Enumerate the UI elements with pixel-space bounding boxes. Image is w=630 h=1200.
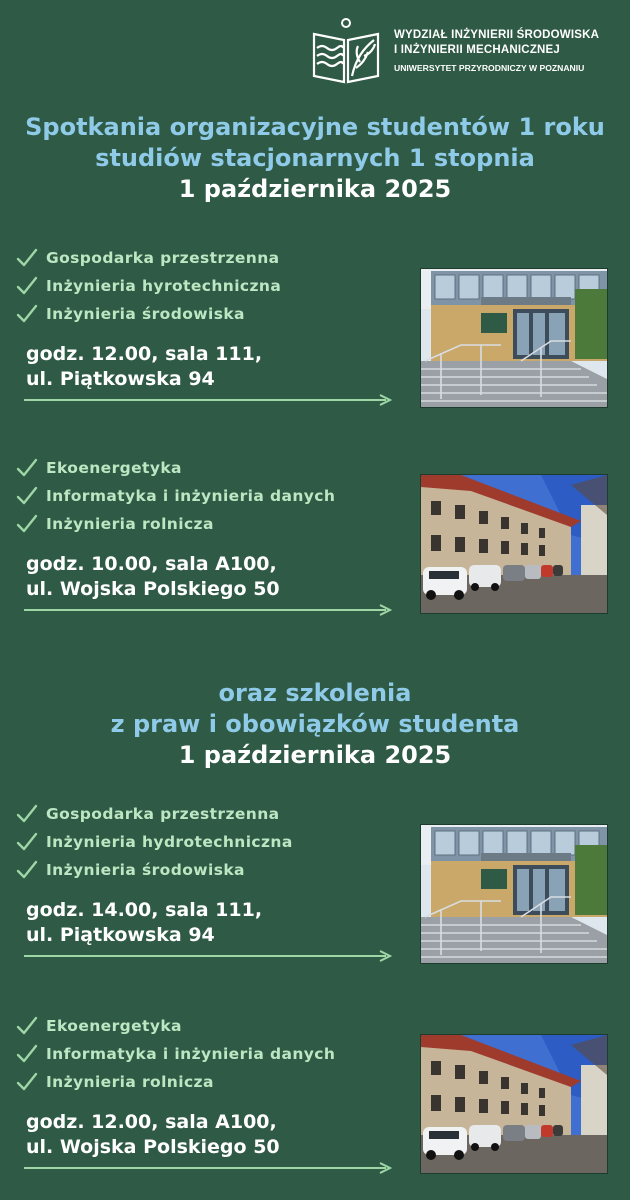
section2-date: 1 października 2025 xyxy=(178,741,452,769)
section2-heading xyxy=(0,678,630,771)
check-icon xyxy=(16,1072,38,1092)
list-item xyxy=(16,1012,335,1040)
course-name: Gospodarka przestrzenna xyxy=(46,805,280,823)
course-list xyxy=(16,1012,335,1096)
list-item xyxy=(16,482,335,510)
check-icon xyxy=(16,860,38,880)
list-item xyxy=(16,510,335,538)
list-item xyxy=(16,1068,335,1096)
university-name: UNIWERSYTET PRZYRODNICZY W POZNANIU xyxy=(394,63,585,73)
faculty-name-line1: WYDZIAŁ INŻYNIERII ŚRODOWISKA xyxy=(394,29,600,41)
meeting-location xyxy=(26,1110,280,1160)
time-room: godz. 14.00, sala 111, xyxy=(26,899,263,921)
list-item xyxy=(16,300,281,328)
section1-heading xyxy=(0,112,630,205)
course-list xyxy=(16,244,281,328)
check-icon xyxy=(16,804,38,824)
list-item xyxy=(16,244,281,272)
course-name: Inżynieria środowiska xyxy=(46,305,245,323)
building-street-photo xyxy=(420,1034,608,1174)
check-icon xyxy=(16,1016,38,1036)
time-room: godz. 12.00, sala 111, xyxy=(26,343,263,365)
course-name: Inżynieria hyrotechniczna xyxy=(46,277,282,295)
course-name: Informatyka i inżynieria danych xyxy=(46,487,336,505)
course-name: Informatyka i inżynieria danych xyxy=(46,1045,336,1063)
section2-title-line2: z praw i obowiązków studenta xyxy=(110,710,520,738)
address: ul. Wojska Polskiego 50 xyxy=(26,1136,280,1158)
check-icon xyxy=(16,304,38,324)
course-name: Inżynieria rolnicza xyxy=(46,1073,214,1091)
list-item xyxy=(16,272,281,300)
list-item xyxy=(16,856,293,884)
course-name: Ekoenergetyka xyxy=(46,459,182,477)
course-name: Inżynieria rolnicza xyxy=(46,515,214,533)
faculty-name-line2: I INŻYNIERII MECHANICZNEJ xyxy=(394,44,561,56)
course-name: Inżynieria środowiska xyxy=(46,861,245,879)
meeting-location xyxy=(26,342,262,392)
address: ul. Piątkowska 94 xyxy=(26,924,215,946)
building-entrance-photo xyxy=(420,824,608,964)
check-icon xyxy=(16,832,38,852)
course-list xyxy=(16,454,335,538)
check-icon xyxy=(16,276,38,296)
check-icon xyxy=(16,486,38,506)
building-entrance-photo xyxy=(420,268,608,408)
check-icon xyxy=(16,458,38,478)
arrow-right-icon xyxy=(24,604,394,616)
meeting-location xyxy=(26,898,262,948)
course-name: Inżynieria hydrotechniczna xyxy=(46,833,293,851)
arrow-right-icon xyxy=(24,1162,394,1174)
section1-date: 1 października 2025 xyxy=(178,175,452,203)
list-item xyxy=(16,454,335,482)
faculty-emblem-icon xyxy=(312,18,380,86)
list-item xyxy=(16,828,293,856)
course-name: Gospodarka przestrzenna xyxy=(46,249,280,267)
check-icon xyxy=(16,1044,38,1064)
section1-title-line2: studiów stacjonarnych 1 stopnia xyxy=(95,144,535,172)
section2-title-line1: oraz szkolenia xyxy=(218,679,412,707)
meeting-location xyxy=(26,552,280,602)
course-name: Ekoenergetyka xyxy=(46,1017,182,1035)
building-street-photo xyxy=(420,474,608,614)
arrow-right-icon xyxy=(24,950,394,962)
check-icon xyxy=(16,248,38,268)
check-icon xyxy=(16,514,38,534)
section1-title-line1: Spotkania organizacyjne studentów 1 roku xyxy=(25,113,605,141)
address: ul. Wojska Polskiego 50 xyxy=(26,578,280,600)
arrow-right-icon xyxy=(24,394,394,406)
time-room: godz. 12.00, sala A100, xyxy=(26,1111,277,1133)
course-list xyxy=(16,800,293,884)
list-item xyxy=(16,1040,335,1068)
time-room: godz. 10.00, sala A100, xyxy=(26,553,277,575)
list-item xyxy=(16,800,293,828)
faculty-logo xyxy=(312,18,612,88)
address: ul. Piątkowska 94 xyxy=(26,368,215,390)
